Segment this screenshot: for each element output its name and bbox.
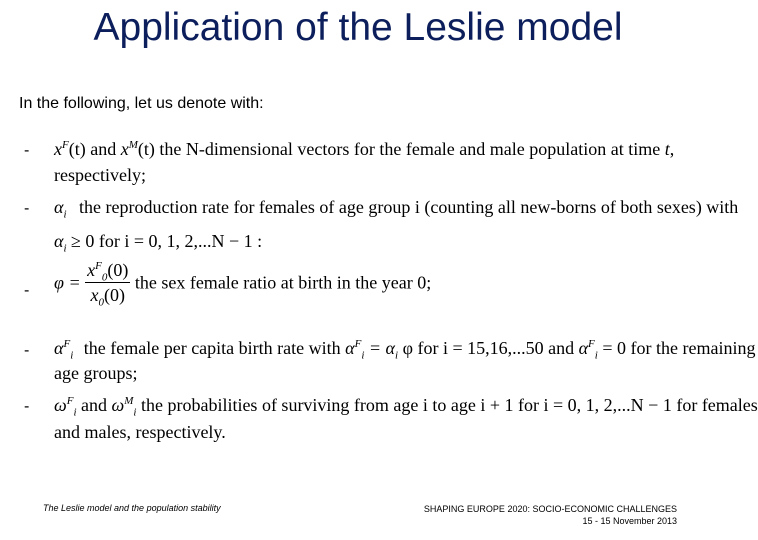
bullet-dash: - (24, 282, 30, 299)
definition-continuation: and males, respectively. (54, 422, 226, 442)
bullet-dash: - (24, 342, 30, 359)
math-var: α (345, 338, 355, 358)
bullet-dash: - (24, 398, 30, 415)
math-var: t (664, 139, 670, 159)
definition-text: the reproduction rate for females of age group i (counting all new-borns of both sexes) with (79, 197, 739, 217)
definition-continuation: age groups; (54, 363, 138, 383)
definition-survival (54, 394, 758, 419)
math-sub: i (361, 349, 365, 362)
footer-conference: SHAPING EUROPE 2020: SOCIO-ECONOMIC CHALLENGES (423, 504, 677, 514)
math-sup: F (62, 139, 69, 151)
definition-sex-ratio (54, 258, 431, 307)
fraction-denominator (85, 283, 130, 307)
math-sup: F (354, 338, 362, 350)
intro-text: In the following, let us denote with: (19, 95, 264, 112)
math-sup: F (66, 395, 74, 407)
condition-text: ≥ 0 for i = 0, 1, 2,...N − 1 : (71, 231, 263, 251)
math-var: x (87, 260, 96, 280)
footer-right-text (393, 503, 677, 527)
footer-date: 15 - 15 November 2013 (582, 516, 677, 526)
math-sub: i (594, 349, 598, 362)
math-sub: 0 (101, 271, 108, 284)
math-arg: (0) (107, 260, 129, 280)
definition-continuation: respectively; (54, 165, 146, 185)
definition-text: the sex female ratio at birth in the year 0; (134, 272, 432, 293)
math-sup: F (95, 260, 102, 272)
math-var: x (120, 139, 129, 159)
math-arg: (0) (103, 285, 125, 305)
math-arg: (t) (137, 139, 155, 159)
math-var: ω (54, 395, 67, 415)
definition-text: the female per capita birth rate with (83, 338, 341, 358)
definition-vectors: $x^F(t)$ and $x^M(t)$ the N-dimensional vectors for the female and male population at time t, (54, 139, 675, 159)
math-var: x (54, 139, 62, 159)
math-eq: = 0 for the remaining (602, 338, 756, 358)
conjunction: and (81, 395, 108, 415)
definition-reproduction-rate (54, 196, 739, 221)
math-var: α (578, 338, 589, 358)
math-arg: (t) (68, 139, 86, 159)
math-var: α (54, 338, 64, 358)
math-eq-rest: φ for i = 15,16,...50 and (402, 338, 575, 358)
bullet-dash: - (24, 200, 30, 217)
math-var: α (54, 197, 64, 217)
math-sup: F (588, 338, 595, 350)
slide-title: Application of the Leslie model (93, 6, 623, 49)
math-sub: i (63, 208, 67, 221)
definition-condition (54, 230, 263, 255)
conjunction: and (90, 139, 117, 159)
math-sup: F (63, 338, 71, 350)
math-var: ω (111, 395, 125, 415)
math-var: α (54, 231, 64, 251)
math-sup: M (124, 395, 134, 407)
math-lhs: φ = (54, 272, 81, 293)
definition-text: the N-dimensional vectors for the female and male population at time (159, 139, 661, 159)
fraction-numerator (85, 258, 130, 283)
math-sub: i (63, 242, 67, 255)
fraction (85, 258, 130, 307)
math-sub: i (73, 406, 77, 419)
definition-birth-rate (54, 337, 756, 362)
math-sub: i (395, 349, 399, 362)
bullet-dash: - (24, 142, 30, 159)
footer-left-text: The Leslie model and the population stability (43, 503, 221, 513)
math-sub: i (70, 349, 74, 362)
math-sup: M (128, 139, 138, 151)
math-var: x (90, 285, 99, 305)
math-eq: = α (368, 338, 395, 358)
math-sub: i (133, 406, 137, 419)
math-sub: 0 (98, 296, 104, 309)
definition-text: the probabilities of surviving from age i to age i + 1 for i = 0, 1, 2,...N − 1 for females (140, 395, 758, 415)
